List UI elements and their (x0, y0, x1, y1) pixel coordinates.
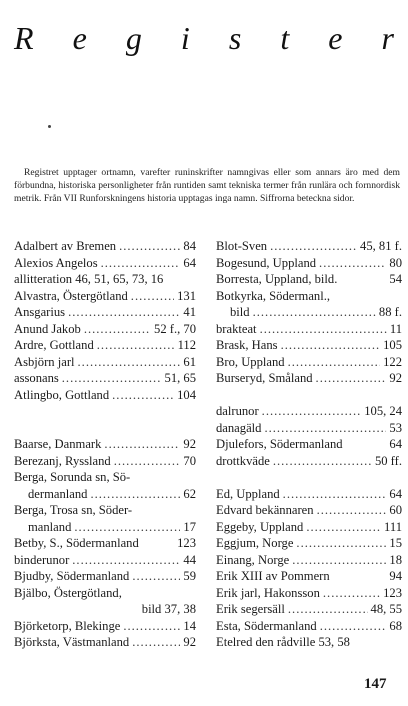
entry-label: brakteat (216, 321, 257, 336)
index-entry (216, 535, 402, 552)
entry-label: bild (230, 305, 250, 319)
dot-leader (323, 585, 380, 602)
dot-leader (288, 601, 368, 618)
index-entry (14, 469, 196, 486)
entry-pages: 88 f. (378, 305, 402, 319)
index-entry (216, 634, 402, 651)
entry-pages: 105, 24 (364, 404, 402, 418)
index-entry (14, 618, 196, 635)
dot-leader (320, 618, 387, 635)
dot-leader (62, 370, 162, 387)
index-column-left (14, 238, 196, 651)
entry-label: Burseryd, Småland (216, 371, 313, 385)
dot-leader (97, 337, 175, 354)
index-entry (14, 288, 196, 305)
index-entry (216, 354, 402, 371)
entry-label: Eggjum, Norge (216, 536, 294, 550)
index-entry-continuation (14, 601, 196, 618)
entry-label: Edvard bekännaren (216, 503, 314, 517)
index-entry (14, 453, 196, 470)
entry-label: Berga, Trosa sn, Söder- (14, 503, 133, 517)
dot-leader (90, 486, 180, 503)
index-entry (14, 354, 196, 371)
index-entry-continuation (14, 519, 196, 536)
index-column-right (216, 238, 402, 651)
entry-pages: 64 (183, 255, 196, 270)
entry-pages: 53 (389, 420, 402, 435)
index-entry (216, 403, 402, 420)
index-entry (216, 568, 402, 585)
entry-label: Asbjörn jarl (14, 354, 75, 369)
entry-spacer (14, 403, 196, 420)
dot-leader (119, 238, 180, 255)
entry-pages: 15 (389, 536, 402, 550)
entry-label: Björksta, Västmanland (14, 635, 130, 649)
dot-leader (112, 387, 174, 404)
dot-leader (101, 255, 181, 272)
entry-pages: 54 (389, 272, 402, 286)
index-entry-continuation (216, 304, 402, 321)
entry-pages: 92 (183, 635, 196, 649)
entry-label: Alexios Angelos (14, 255, 98, 270)
entry-label: drottkväde (216, 453, 270, 468)
dot-leader (131, 288, 174, 305)
entry-label: danagäld (216, 420, 262, 435)
dot-leader (104, 436, 180, 453)
dot-leader (296, 535, 386, 552)
entry-pages: 122 (383, 354, 402, 369)
entry-label: manland (28, 519, 72, 534)
entry-pages: 60 (389, 503, 402, 517)
entry-pages: 52 f., 70 (154, 321, 196, 336)
entry-pages: 68 (389, 618, 402, 633)
entry-label: Eggeby, Uppland (216, 519, 304, 534)
entry-label: Etelred den rådville 53, 58 (216, 635, 350, 649)
dot-leader (68, 304, 180, 321)
heading-letter: e (328, 20, 343, 56)
entry-label: Berezanj, Ryssland (14, 453, 111, 468)
dot-leader (306, 519, 381, 536)
entry-label: allitteration 46, 51, 65, 73, 16 (14, 272, 164, 286)
index-entry (14, 568, 196, 585)
dot-leader (123, 618, 180, 635)
entry-pages: 80 (389, 255, 402, 270)
entry-pages: 92 (389, 371, 402, 385)
dot-leader (74, 519, 180, 536)
entry-pages: 50 ff. (374, 453, 402, 468)
entry-label: Bjälbo, Östergötland, (14, 585, 122, 600)
print-speck (48, 125, 51, 128)
heading-letter: R (14, 20, 34, 56)
entry-pages: 104 (177, 387, 196, 402)
dot-leader (281, 337, 381, 354)
entry-pages: 92 (183, 437, 196, 451)
entry-label: Baarse, Danmark (14, 437, 102, 451)
entry-pages: 62 (183, 486, 196, 501)
dot-leader (72, 552, 180, 569)
index-entry (216, 238, 402, 255)
index-entry (216, 519, 402, 536)
index-entry (14, 370, 196, 387)
index-entry (216, 618, 402, 635)
entry-label: Adalbert av Bremen (14, 239, 117, 253)
index-entry (216, 552, 402, 569)
entry-spacer (14, 420, 196, 437)
entry-label: Björketorp, Blekinge (14, 618, 121, 633)
entry-label: Bjudby, Södermanland (14, 569, 130, 583)
entry-label: Esta, Södermanland (216, 618, 317, 633)
index-entry (14, 634, 196, 651)
heading-letter: s (228, 20, 242, 56)
index-entry (216, 453, 402, 470)
index-entry (14, 502, 196, 519)
entry-pages: 123 (177, 536, 196, 550)
entry-label: Bro, Uppland (216, 354, 285, 369)
heading-letter: t (280, 20, 290, 56)
dot-leader (288, 354, 381, 371)
dot-leader (84, 321, 151, 338)
entry-pages: 61 (183, 354, 196, 369)
entry-pages: 123 (383, 585, 402, 600)
entry-label: Djulefors, Södermanland (216, 437, 343, 451)
index-entry (14, 436, 196, 453)
entry-label: Erik segersäll (216, 602, 285, 616)
intro-paragraph: Registret upptager ortnamn, varefter runinskrifter namngivas eller som annars äro med dem förbundna, historiska personligheter från runtiden samt tekniska termer från runlära och fornnordisk metrik. Från VII Runforskningens historia upptagas inga namn. Siffrorna beteckna sidor. (14, 167, 400, 204)
index-entry (14, 387, 196, 404)
entry-label: Botkyrka, Södermanl., (216, 288, 331, 303)
index-entry (216, 288, 402, 305)
index-entry (216, 271, 402, 288)
dot-leader (262, 403, 362, 420)
index-entry (216, 370, 402, 387)
entry-label: Einang, Norge (216, 552, 290, 567)
index-entry (14, 271, 196, 288)
entry-label: Borresta, Uppland, bild. (216, 272, 338, 286)
entry-spacer (216, 387, 402, 404)
index-entry (216, 255, 402, 272)
dot-leader (319, 255, 386, 272)
entry-pages: 131 (177, 288, 196, 303)
index-entry (216, 585, 402, 602)
entry-pages: 44 (183, 552, 196, 567)
entry-pages: 51, 65 (164, 371, 196, 385)
entry-label: dermanland (28, 486, 88, 501)
entry-label: Atlingbo, Gottland (14, 387, 110, 402)
entry-pages: 59 (183, 569, 196, 583)
dot-leader (78, 354, 181, 371)
index-entry-continuation (14, 486, 196, 503)
dot-leader (260, 321, 387, 338)
entry-label: Ardre, Gottland (14, 338, 94, 352)
entry-label: Ansgarius (14, 305, 66, 319)
page-heading (14, 18, 394, 58)
index-entry (14, 535, 196, 552)
dot-leader (316, 370, 387, 387)
entry-label: assonans (14, 371, 59, 385)
page-number: 147 (364, 676, 387, 692)
entry-pages: 41 (183, 305, 196, 319)
index-entry (14, 304, 196, 321)
index-entry (14, 552, 196, 569)
entry-label: binderunor (14, 552, 70, 567)
entry-label: Alvastra, Östergötland (14, 288, 128, 303)
entry-label: Ed, Uppland (216, 486, 280, 501)
dot-leader (114, 453, 181, 470)
index-entry (216, 502, 402, 519)
entry-label: Betby, S., Södermanland (14, 536, 139, 550)
dot-leader (253, 304, 376, 321)
entry-pages: 84 (183, 239, 196, 253)
index-entry (216, 601, 402, 618)
entry-pages: 11 (389, 321, 402, 336)
index-entry (14, 337, 196, 354)
entry-pages: 94 (389, 569, 402, 583)
entry-pages: 14 (183, 618, 196, 633)
dot-leader (264, 420, 386, 437)
heading-letter: g (125, 20, 142, 56)
dot-leader (270, 238, 357, 255)
dot-leader (292, 552, 386, 569)
entry-pages: 17 (183, 519, 196, 534)
index-entry (216, 337, 402, 354)
entry-pages: 64 (389, 486, 402, 501)
dot-leader (273, 453, 372, 470)
index-entry (14, 321, 196, 338)
entry-label: Brask, Hans (216, 338, 278, 352)
entry-pages: bild 37, 38 (141, 602, 196, 616)
index-entry (14, 238, 196, 255)
entry-label: Blot-Sven (216, 239, 268, 253)
entry-pages: 18 (389, 552, 402, 567)
entry-pages: 64 (389, 437, 402, 451)
entry-pages: 105 (383, 338, 402, 352)
index-entry (14, 255, 196, 272)
entry-pages: 70 (183, 453, 196, 468)
heading-letter: i (180, 20, 190, 56)
index-entry (216, 321, 402, 338)
entry-pages: 45, 81 f. (360, 239, 402, 253)
entry-pages: 112 (177, 338, 196, 352)
heading-letter: e (72, 20, 87, 56)
dot-leader (283, 486, 387, 503)
entry-label: Erik XIII av Pommern (216, 569, 330, 583)
heading-letter: r (381, 20, 394, 56)
index-entry (216, 420, 402, 437)
entry-spacer (216, 469, 402, 486)
dot-leader (132, 568, 180, 585)
entry-pages: 48, 55 (370, 602, 402, 616)
index-entry (14, 585, 196, 602)
entry-label: dalrunor (216, 404, 259, 418)
index-entry (216, 486, 402, 503)
entry-label: Anund Jakob (14, 321, 81, 336)
dot-leader (317, 502, 387, 519)
index-entry (216, 436, 402, 453)
entry-label: Bogesund, Uppland (216, 255, 317, 270)
dot-leader (132, 634, 180, 651)
entry-label: Berga, Sorunda sn, Sö- (14, 470, 131, 484)
entry-pages: 111 (384, 519, 402, 534)
entry-label: Erik jarl, Hakonsson (216, 585, 320, 600)
